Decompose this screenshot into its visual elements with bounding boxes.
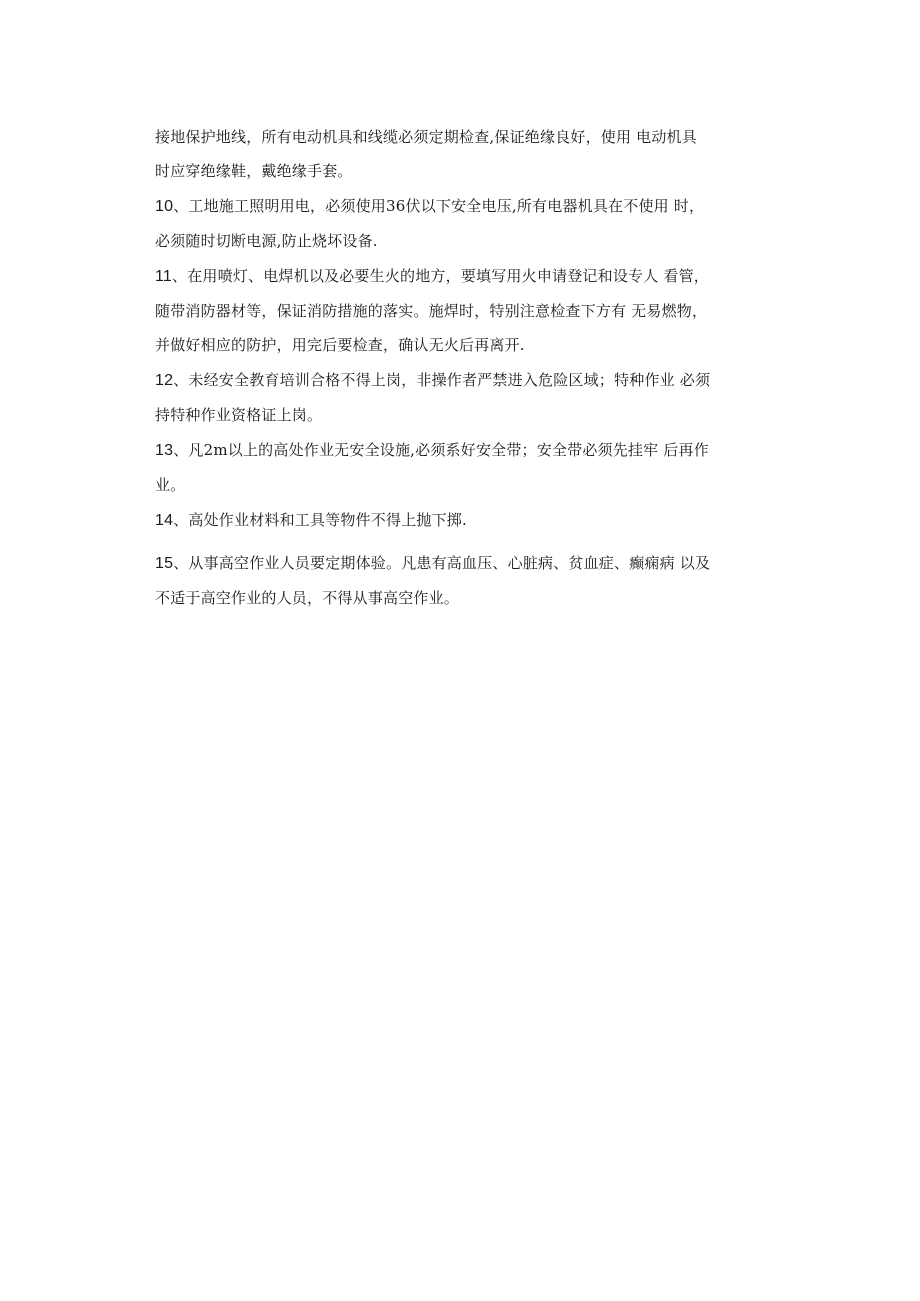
paragraph-line-text: 、工地施工照明用电，必须使用36伏以下安全电压,所有电器机具在不使用 时， — [173, 197, 705, 215]
paragraph-item-13 — [155, 433, 795, 502]
paragraph-item-10 — [155, 189, 795, 258]
paragraph-line: 时应穿绝缘鞋，戴绝缘手套。 — [155, 162, 353, 180]
paragraph-line: 不适于高空作业的人员，不得从事高空作业。 — [155, 589, 460, 607]
document-page — [155, 120, 795, 615]
paragraph-line — [155, 363, 795, 398]
item-number: 12 — [155, 372, 174, 389]
paragraph-line-text: 、高处作业材料和工具等物件不得上抛下掷. — [173, 511, 467, 529]
item-number: 15 — [155, 555, 174, 572]
item-number: 14 — [155, 512, 174, 529]
paragraph-grounding — [155, 120, 795, 188]
paragraph-line — [155, 433, 795, 468]
item-number: 10 — [155, 198, 174, 215]
paragraph-line — [155, 546, 795, 581]
paragraph-item-11 — [155, 259, 795, 362]
paragraph-line — [155, 259, 795, 294]
item-number: 11 — [155, 268, 173, 285]
paragraph-line-text: 、凡2m以上的高处作业无安全设施,必须系好安全带；安全带必须先挂牢 后再作 — [173, 441, 709, 459]
paragraph-line: 业。 — [155, 476, 186, 494]
paragraph-line — [155, 503, 795, 538]
paragraph-line-text: 、未经安全教育培训合格不得上岗，非操作者严禁进入危险区域；特种作业 必须 — [173, 371, 711, 389]
paragraph-line: 必须随时切断电源,防止烧坏设备. — [155, 232, 378, 250]
paragraph-item-15 — [155, 546, 795, 615]
paragraph-line: 并做好相应的防护，用完后要检查，确认无火后再离开. — [155, 336, 525, 354]
paragraph-line: 随带消防器材等，保证消防措施的落实。施焊时，特别注意检查下方有 无易燃物， — [155, 302, 708, 320]
paragraph-item-12 — [155, 363, 795, 432]
paragraph-line — [155, 189, 795, 224]
paragraph-line: 持特种作业资格证上岗。 — [155, 406, 323, 424]
paragraph-line-text: 、从事高空作业人员要定期体验。凡患有高血压、心脏病、贫血症、癫痫病 以及 — [173, 554, 711, 572]
item-number: 13 — [155, 442, 174, 459]
paragraph-line-text: 、在用喷灯、电焊机以及必要生火的地方，要填写用火申请登记和设专人 看管， — [172, 267, 709, 285]
paragraph-line: 接地保护地线，所有电动机具和线缆必须定期检查,保证绝缘良好，使用 电动机具 — [155, 128, 697, 146]
paragraph-item-14 — [155, 503, 795, 538]
